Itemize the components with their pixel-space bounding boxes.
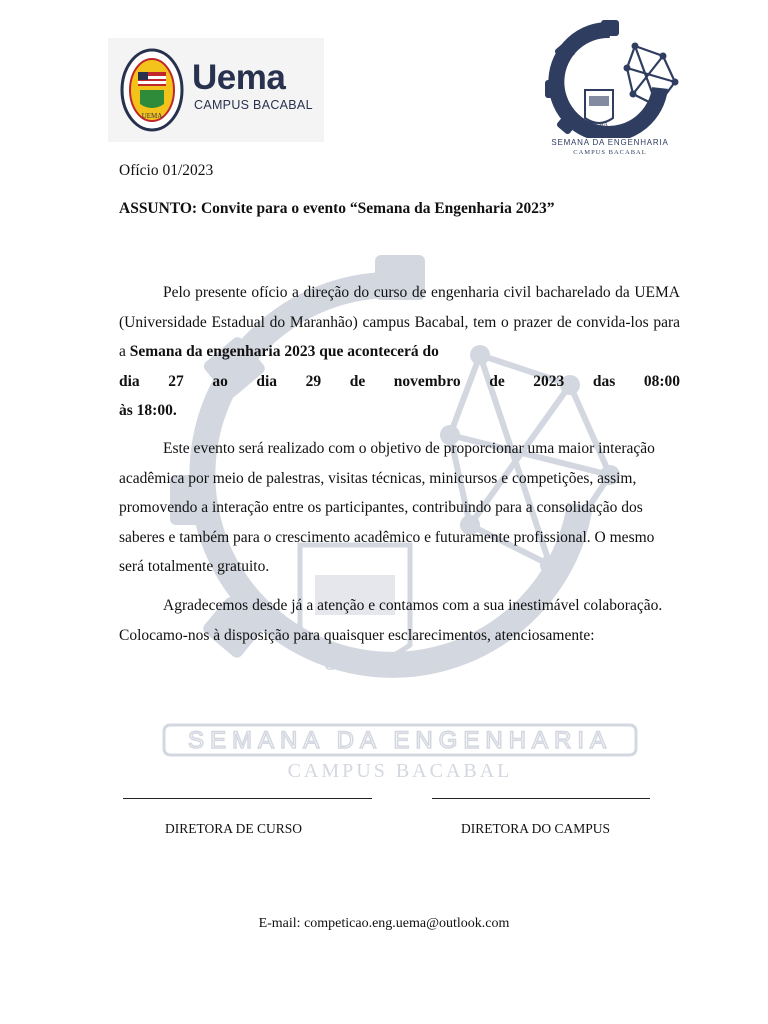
watermark-campus: CAMPUS BACABAL <box>287 760 513 782</box>
signature-label-course-director: DIRETORA DE CURSO <box>165 821 303 836</box>
footer-email: E-mail: competicao.eng.uema@outlook.com <box>258 916 510 931</box>
signature-line-campus-director <box>432 798 650 799</box>
uema-campus-subtitle: CAMPUS BACABAL <box>194 98 313 112</box>
paragraph-intro-bold-1: Semana da engenharia 2023 que acontecerá do <box>129 343 439 360</box>
uema-wordmark: Uema <box>192 58 286 97</box>
paragraph-objective-text: Este evento será realizado com o objetivo de proporcionar uma maior interação acadêmica por meio de palestras, visitas técnicas, minicursos e competições, assim, promovendo a interação entre os participantes, contribuindo para a consolidação dos saberes e também para o crescimento acadêmico e futuramente profissional. O mesmo será totalmente gratuito. <box>119 440 655 575</box>
event-logo-name: SEMANA DA ENGENHARIA <box>551 138 669 147</box>
signature-label-campus-director: DIRETORA DO CAMPUS <box>461 821 611 836</box>
paragraph-objective <box>119 434 680 582</box>
paragraph-thanks <box>119 591 680 650</box>
paragraph-intro <box>119 278 680 426</box>
paragraph-intro-text: Pelo presente ofício a direção do curso de engenharia civil bacharelado da UEMA (Universidade Estadual do Maranhão) campus Bacabal, tem o prazer de convida-los para a <box>119 284 680 360</box>
document-reference: Ofício 01/2023 <box>119 162 214 179</box>
watermark-event-name: SEMANA DA ENGENHARIA <box>187 727 613 754</box>
uema-logo <box>108 38 324 142</box>
event-seal-text: UEMA <box>590 122 608 128</box>
watermark-seal-text: UEMA <box>322 650 388 675</box>
event-logo-campus: CAMPUS BACABAL <box>573 149 647 156</box>
paragraph-intro-bold-2: dia 27 ao dia 29 de novembro de 2023 das 08:00 <box>119 372 680 390</box>
paragraph-thanks-text: Agradecemos desde já a atenção e contamos com a sua inestimável colaboração. Colocamo-nos à disposição para quaisquer esclarecimentos, atenciosamente: <box>119 597 663 644</box>
gear-shield-icon <box>535 18 685 138</box>
uema-seal-text: UEMA <box>141 112 163 120</box>
university-seal-icon <box>120 48 184 132</box>
signature-line-course-director <box>123 798 372 799</box>
event-logo <box>535 18 685 163</box>
document-subject: ASSUNTO: Convite para o evento “Semana da Engenharia 2023” <box>119 200 555 217</box>
paragraph-intro-bold-3: às 18:00. <box>119 402 177 419</box>
